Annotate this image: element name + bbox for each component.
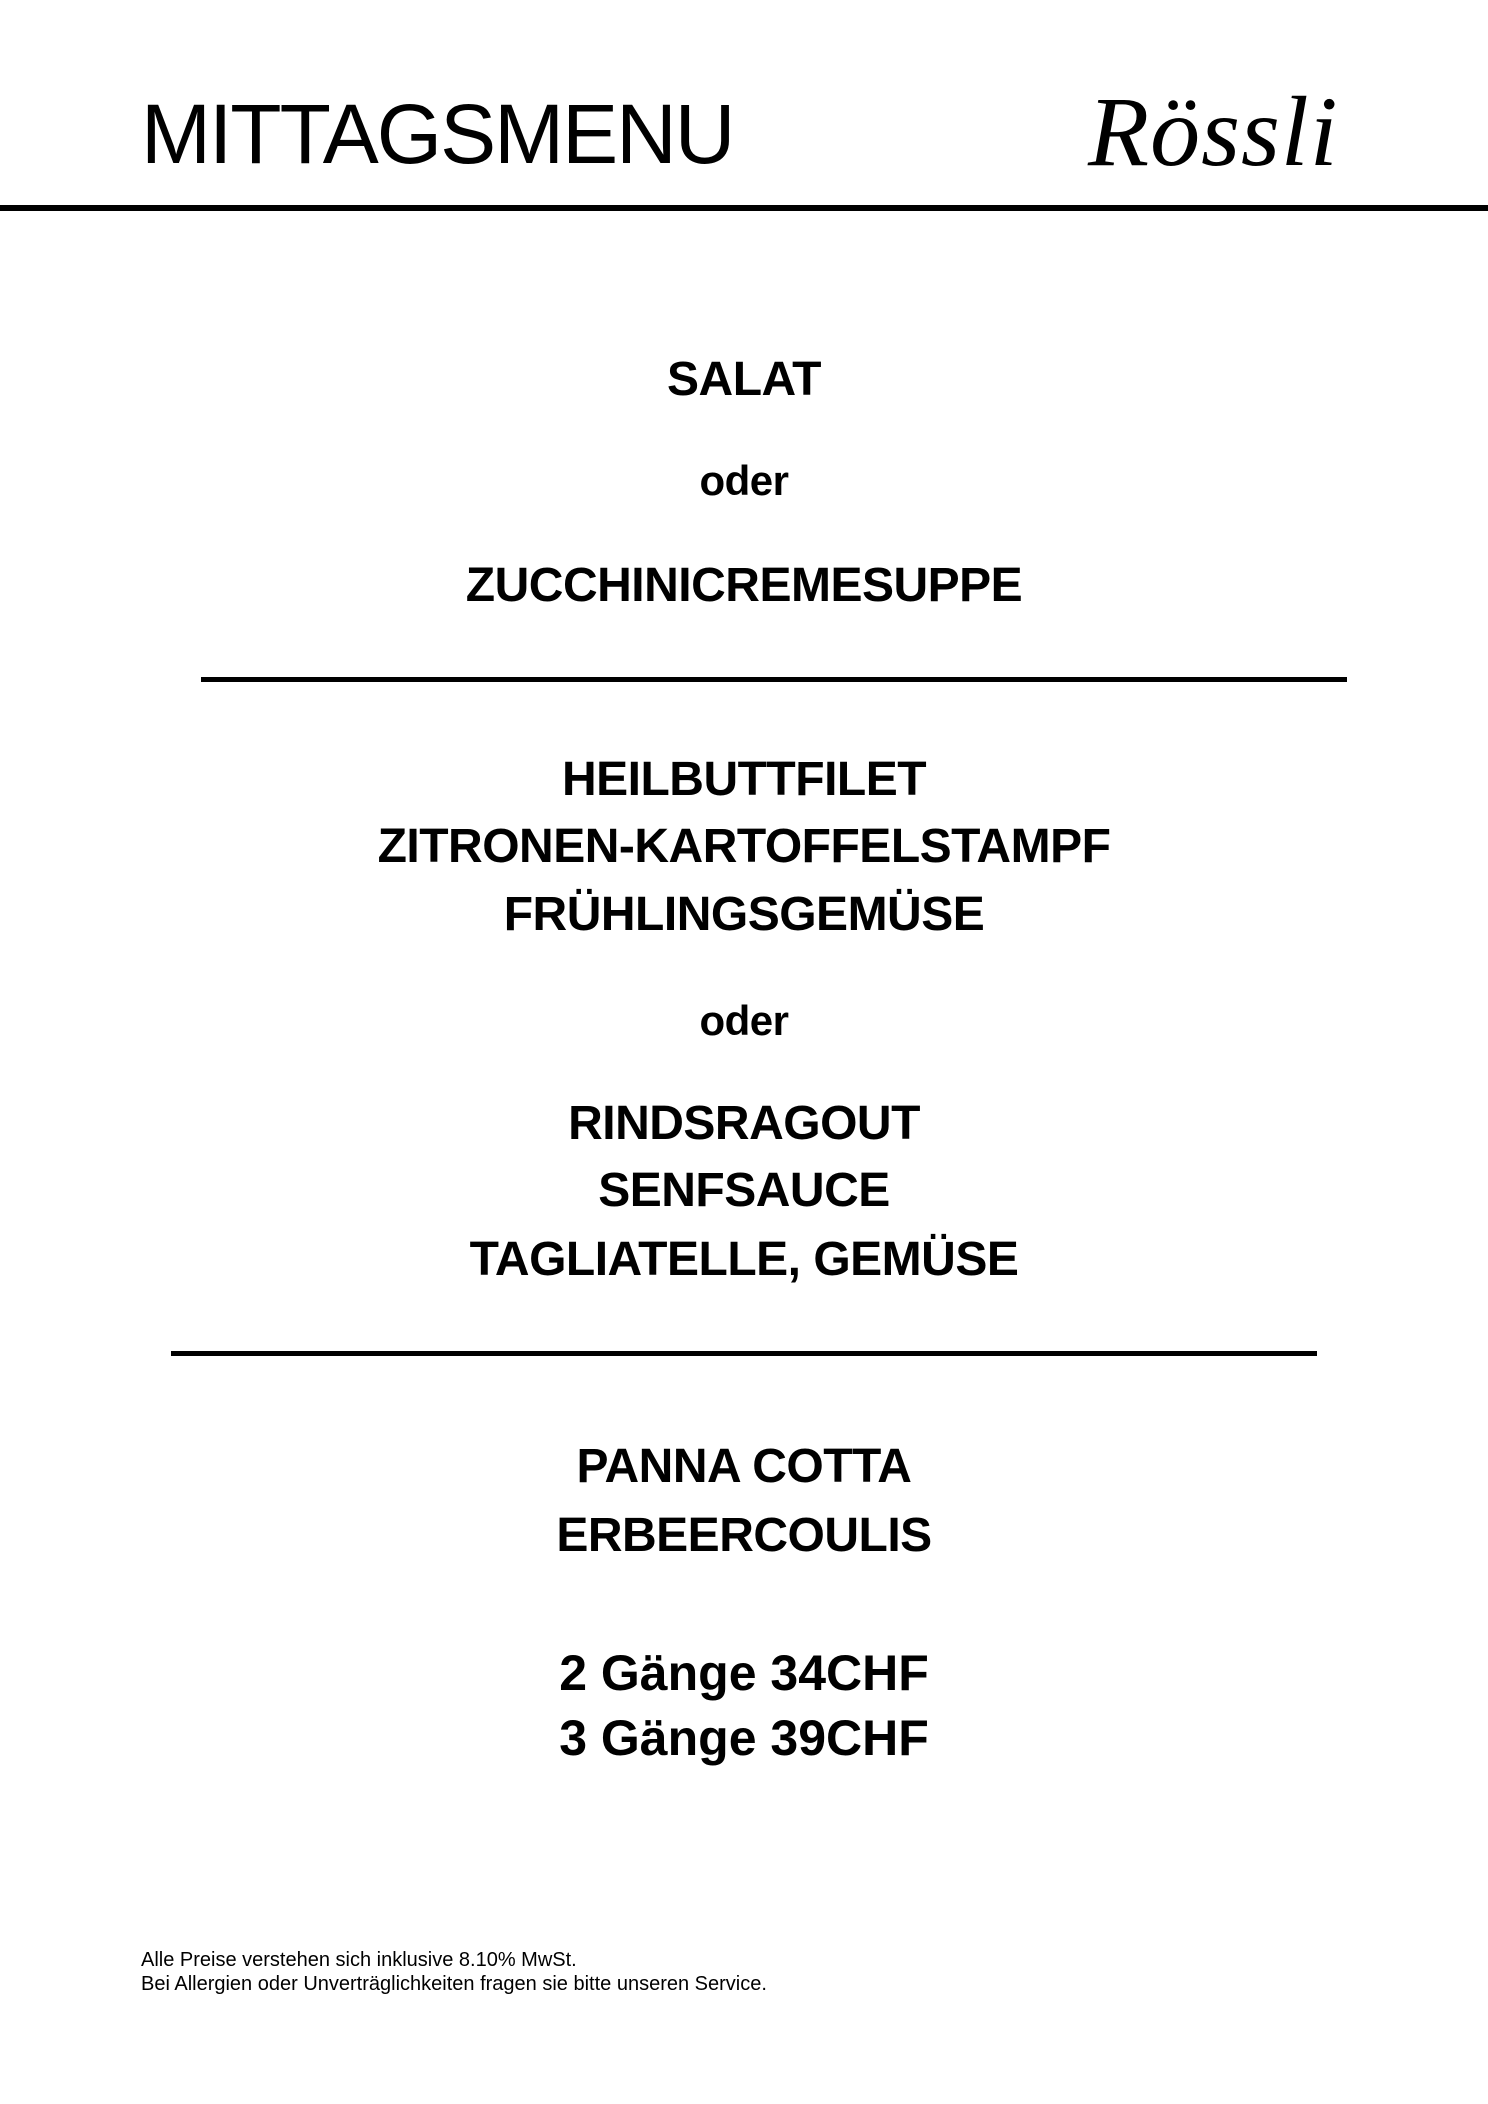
footer-allergy-note: Bei Allergien oder Unverträglichkeiten fragen sie bitte unseren Service. [141, 1973, 767, 1995]
header-rule [0, 205, 1488, 211]
main-separator: oder [699, 997, 789, 1044]
restaurant-logo: Rössli [1088, 76, 1339, 187]
page-title: MITTAGSMENU [141, 87, 734, 181]
main-option-1-line-3: FRÜHLINGSGEMÜSE [503, 888, 985, 941]
price-3-courses: 3 Gänge 39CHF [559, 1710, 929, 1766]
main-option-2-line-3: TAGLIATELLE, GEMÜSE [469, 1233, 1019, 1286]
starter-separator: oder [699, 457, 789, 504]
dessert-line-2: ERBEERCOULIS [556, 1509, 932, 1562]
footer-vat-note: Alle Preise verstehen sich inklusive 8.10% MwSt. [141, 1949, 577, 1971]
dessert-line-1: PANNA COTTA [576, 1440, 912, 1493]
price-2-courses: 2 Gänge 34CHF [559, 1645, 929, 1701]
main-option-2-line-2: SENFSAUCE [598, 1164, 890, 1217]
main-option-1-line-2: ZITRONEN-KARTOFFELSTAMPF [377, 820, 1111, 873]
main-option-1-line-1: HEILBUTTFILET [561, 753, 927, 806]
starter-option-2: ZUCCHINICREMESUPPE [465, 559, 1023, 612]
section-divider-2 [171, 1351, 1317, 1356]
starter-option-1: SALAT [667, 353, 821, 406]
main-option-2-line-1: RINDSRAGOUT [568, 1097, 920, 1150]
section-divider-1 [201, 677, 1347, 682]
